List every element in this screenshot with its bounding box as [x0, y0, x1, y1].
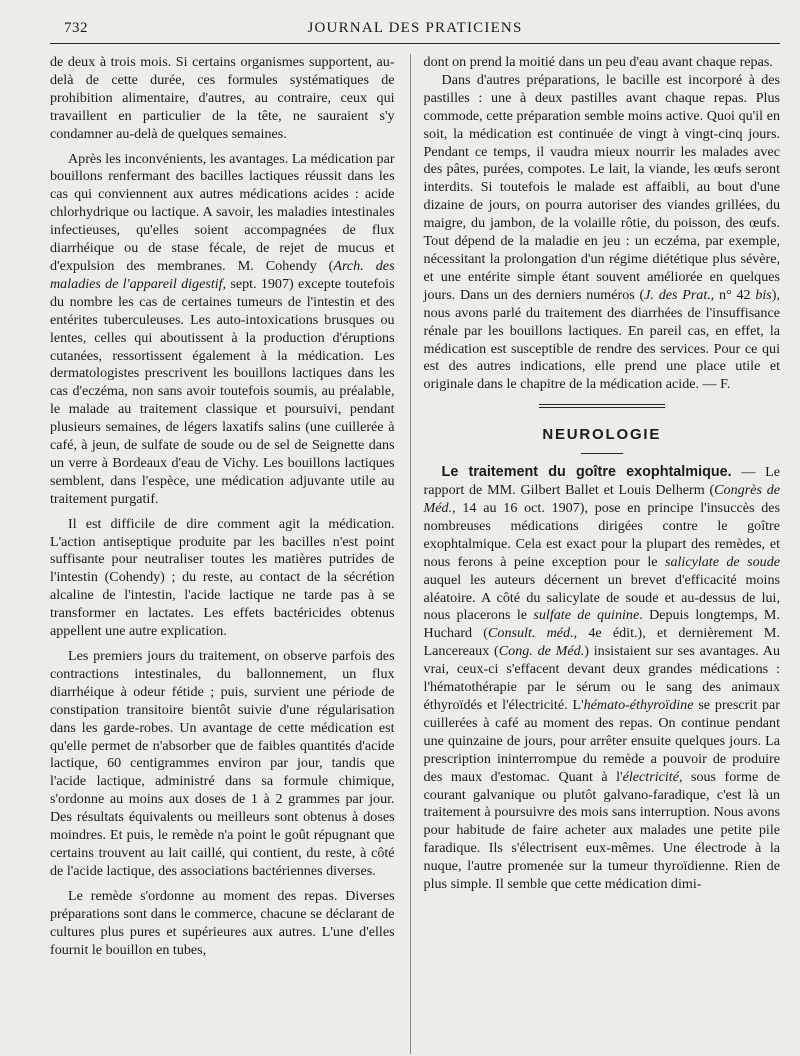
running-header — [50, 18, 780, 44]
article-title: Le traitement du goître exophtalmique. — [441, 464, 732, 481]
therapy-name: électricité — [622, 768, 679, 785]
drug-name: hémato-éthyroïdine — [583, 697, 694, 713]
paragraph: Dans d'autres préparations, le bacille est incorporé à des pastilles : une à deux pastilles avant chaque repas. Plus commode, cette préparation semble moins active. Quoi qu'il en soit, la médication est continuée de vingt à vingt-cinq jours. Pendant ce temps, il vaudra mieux nourrir les malades avec des pâtes, purées, compotes. Le lait, la viande, les œufs seront interdits. Si toutefois le malade est affaibli, au bout d'une dizaine de jours, on pourra autoriser des viandes grillées, du maigre, du jambon, de la volaille rôtie, du poisson, des œufs. Tout dépend de la maladie en jeu : un eczéma, par exemple, nécessitant la prolongation d'un régime diététique plus sévère, et une entérite simple étant souvent améliorée en quelques jours. Dans un des derniers numéros (J. des Prat., n° 42 bis), nous avons parlé du traitement des diarrhées de l'insuffisance rénale par les bouillons lactiques. En pareil cas, en effet, la médication est susceptible de rendre des services. Pour ce qui est des autres indications, elle prend une place utile et originale dans le chapitre de la médication acide. — F. — [423, 71, 780, 393]
right-column — [418, 54, 780, 1054]
citation: Congrès de Méd. — [423, 482, 780, 517]
paragraph: dont on prend la moitié dans un peu d'eau avant chaque repas. — [423, 54, 773, 70]
journal-title: JOURNAL DES PRATICIENS — [307, 20, 523, 36]
section-divider — [539, 404, 665, 408]
paragraph: Les premiers jours du traitement, on observe parfois des contractions intestinales, du ballonnement, un flux diarrhéique à odeur fétide ; puis, survient une période de constipation transitoire bientôt suivie d'une régularisation dans les garde-robes. Un avantage de cette médication est qu'elle permet de n'absorber que de faibles quantités d'acide lactique, 60 centigrammes environ par jour, tandis que l'acide lactique, administré dans sa formule chimique, s'ordonne au moins aux doses de 1 à 2 grammes par jour. Des résultats équivalents ou meilleurs sont obtenus à doses moindres. Et puis, le remède n'a point le goût répugnant que certains trouvent au lait caillé, qui contient, du reste, à côté de l'acide lactique, des associations bactériennes diverses. — [50, 648, 395, 879]
citation: Cong. de Méd. — [498, 643, 585, 660]
citation: Consult. méd. — [488, 625, 574, 642]
article-paragraph: Le traitement du goître exophtalmique. — Le rapport de MM. Gilbert Ballet et Louis Delherm (Congrès de Méd., 14 au 16 oct. 1907), pose en principe l'insuccès des nombreuses médications dirigées contre le goître exophtalmique. Cela est exact pour la plupart des remèdes, et nous ferons à peine exception pour le salicylate de soude auquel les auteurs décernent un brevet d'efficacité moins aléatoire. A côté du salicylate de soude et au-dessus de lui, nous placerons le sulfate de quinine. Depuis longtemps, M. Huchard (Consult. méd., 4e édit.), et dernièrement M. Lancereaux (Cong. de Méd.) insistaient sur ses avantages. Au vrai, ceux-ci s'effacent devant deux grandes médications : l'hématothérapie par le sérum ou le sang des animaux éthyroïdés et l'électricité. L'hémato-éthyroïdine se prescrit par cuillerées à café au moment des repas. On continue pendant une quinzaine de jours, pour arrêter ensuite quelques jours. La prescription ininterrompue du remède a pouvoir de produire des maux d'estomac. Quant à l'électricité, sous forme de courant galvanique ou plutôt galvano-faradique, c'est là un traitement à poursuivre des mois sans interruption. Nous avons pour habitude de faire acheter aux malades une petite pile faradique. Ils s'électrisent eux-mêmes. Une électrode à la nuque, l'autre promenée sur la tumeur thyroïdienne. Rien de plus simple. Il semble que cette médication dimi- — [423, 464, 780, 893]
citation: J. des Prat. — [644, 286, 711, 303]
column-divider — [410, 54, 411, 1054]
left-column — [50, 54, 403, 1054]
drug-name: sulfate de quinine — [533, 607, 640, 624]
page-number: 732 — [64, 20, 88, 36]
paragraph: Le remède s'ordonne au moment des repas. Diverses préparations sont dans le commerce, chacune se déclarant de cultures plus pures et supérieures aux autres. L'une d'elles fournit le bouillon en tubes, — [50, 887, 395, 958]
paragraph: Il est difficile de dire comment agit la médication. L'action antiseptique produite par les bacilles n'est point suffisante pour neutraliser toutes les matières putrides de l'intestin (Cohendy) ; du reste, au contact de la sécrétion alcaline de l'intestin, l'acide lactique ne tarde pas à se transformer en lactates. Les effets bactéricides obtenus appellent une autre explication. — [50, 515, 395, 640]
citation: Arch. des maladies de l'appareil digestif — [50, 257, 395, 292]
citation: bis — [755, 286, 772, 303]
section-heading: NEUROLOGIE — [542, 426, 662, 444]
paragraph: Après les inconvénients, les avantages. La médication par bouillons renfermant des bacilles lactiques réussit dans les cas qui conviennent aux autres médications acides : acide chlorhydrique ou lactique. A savoir, les maladies intestinales infectieuses, qu'elles soient accompagnées de flux diarrhéique ou de stase fécale, de rejet de mucus et d'expulsion des membranes. M. Cohendy (Arch. des maladies de l'appareil digestif, sept. 1907) excepte toutefois du nombre les cas de certaines tumeurs de l'intestin et des entérites tuberculeuses. Les auto-intoxications brusques ou lentes, celles qui aboutissent à la production d'éruptions cutanées, ressortissent également à la médication. Les dermatologistes prescrivent les bouillons lactiques dans les cas d'eczéma, non sans avoir toutefois soumis, au préalable, le malade au traitement classique et poursuivi, pendant plusieurs semaines, de légers laxatifs salins (une cuillerée à café, à jeun, de sulfate de soude ou de sel de Seignette dans un verre à Bordeaux d'eau de Vichy. Les bouillons lactiques semblent, dans l'espèce, une médication adjuvante utile au traitement purgatif. — [50, 150, 395, 507]
paragraph: de deux à trois mois. Si certains organismes supportent, au-delà de cette durée, ces formules systématiques de prohibition alimentaire, d'autres, au contraire, ceux qui travaillent en particulier de la tête, ne sauraient s'y condamner au-delà de quelques semaines. — [50, 54, 395, 142]
drug-name: salicylate de soude — [664, 553, 780, 570]
heading-rule — [581, 453, 623, 454]
two-column-body — [50, 54, 780, 1054]
